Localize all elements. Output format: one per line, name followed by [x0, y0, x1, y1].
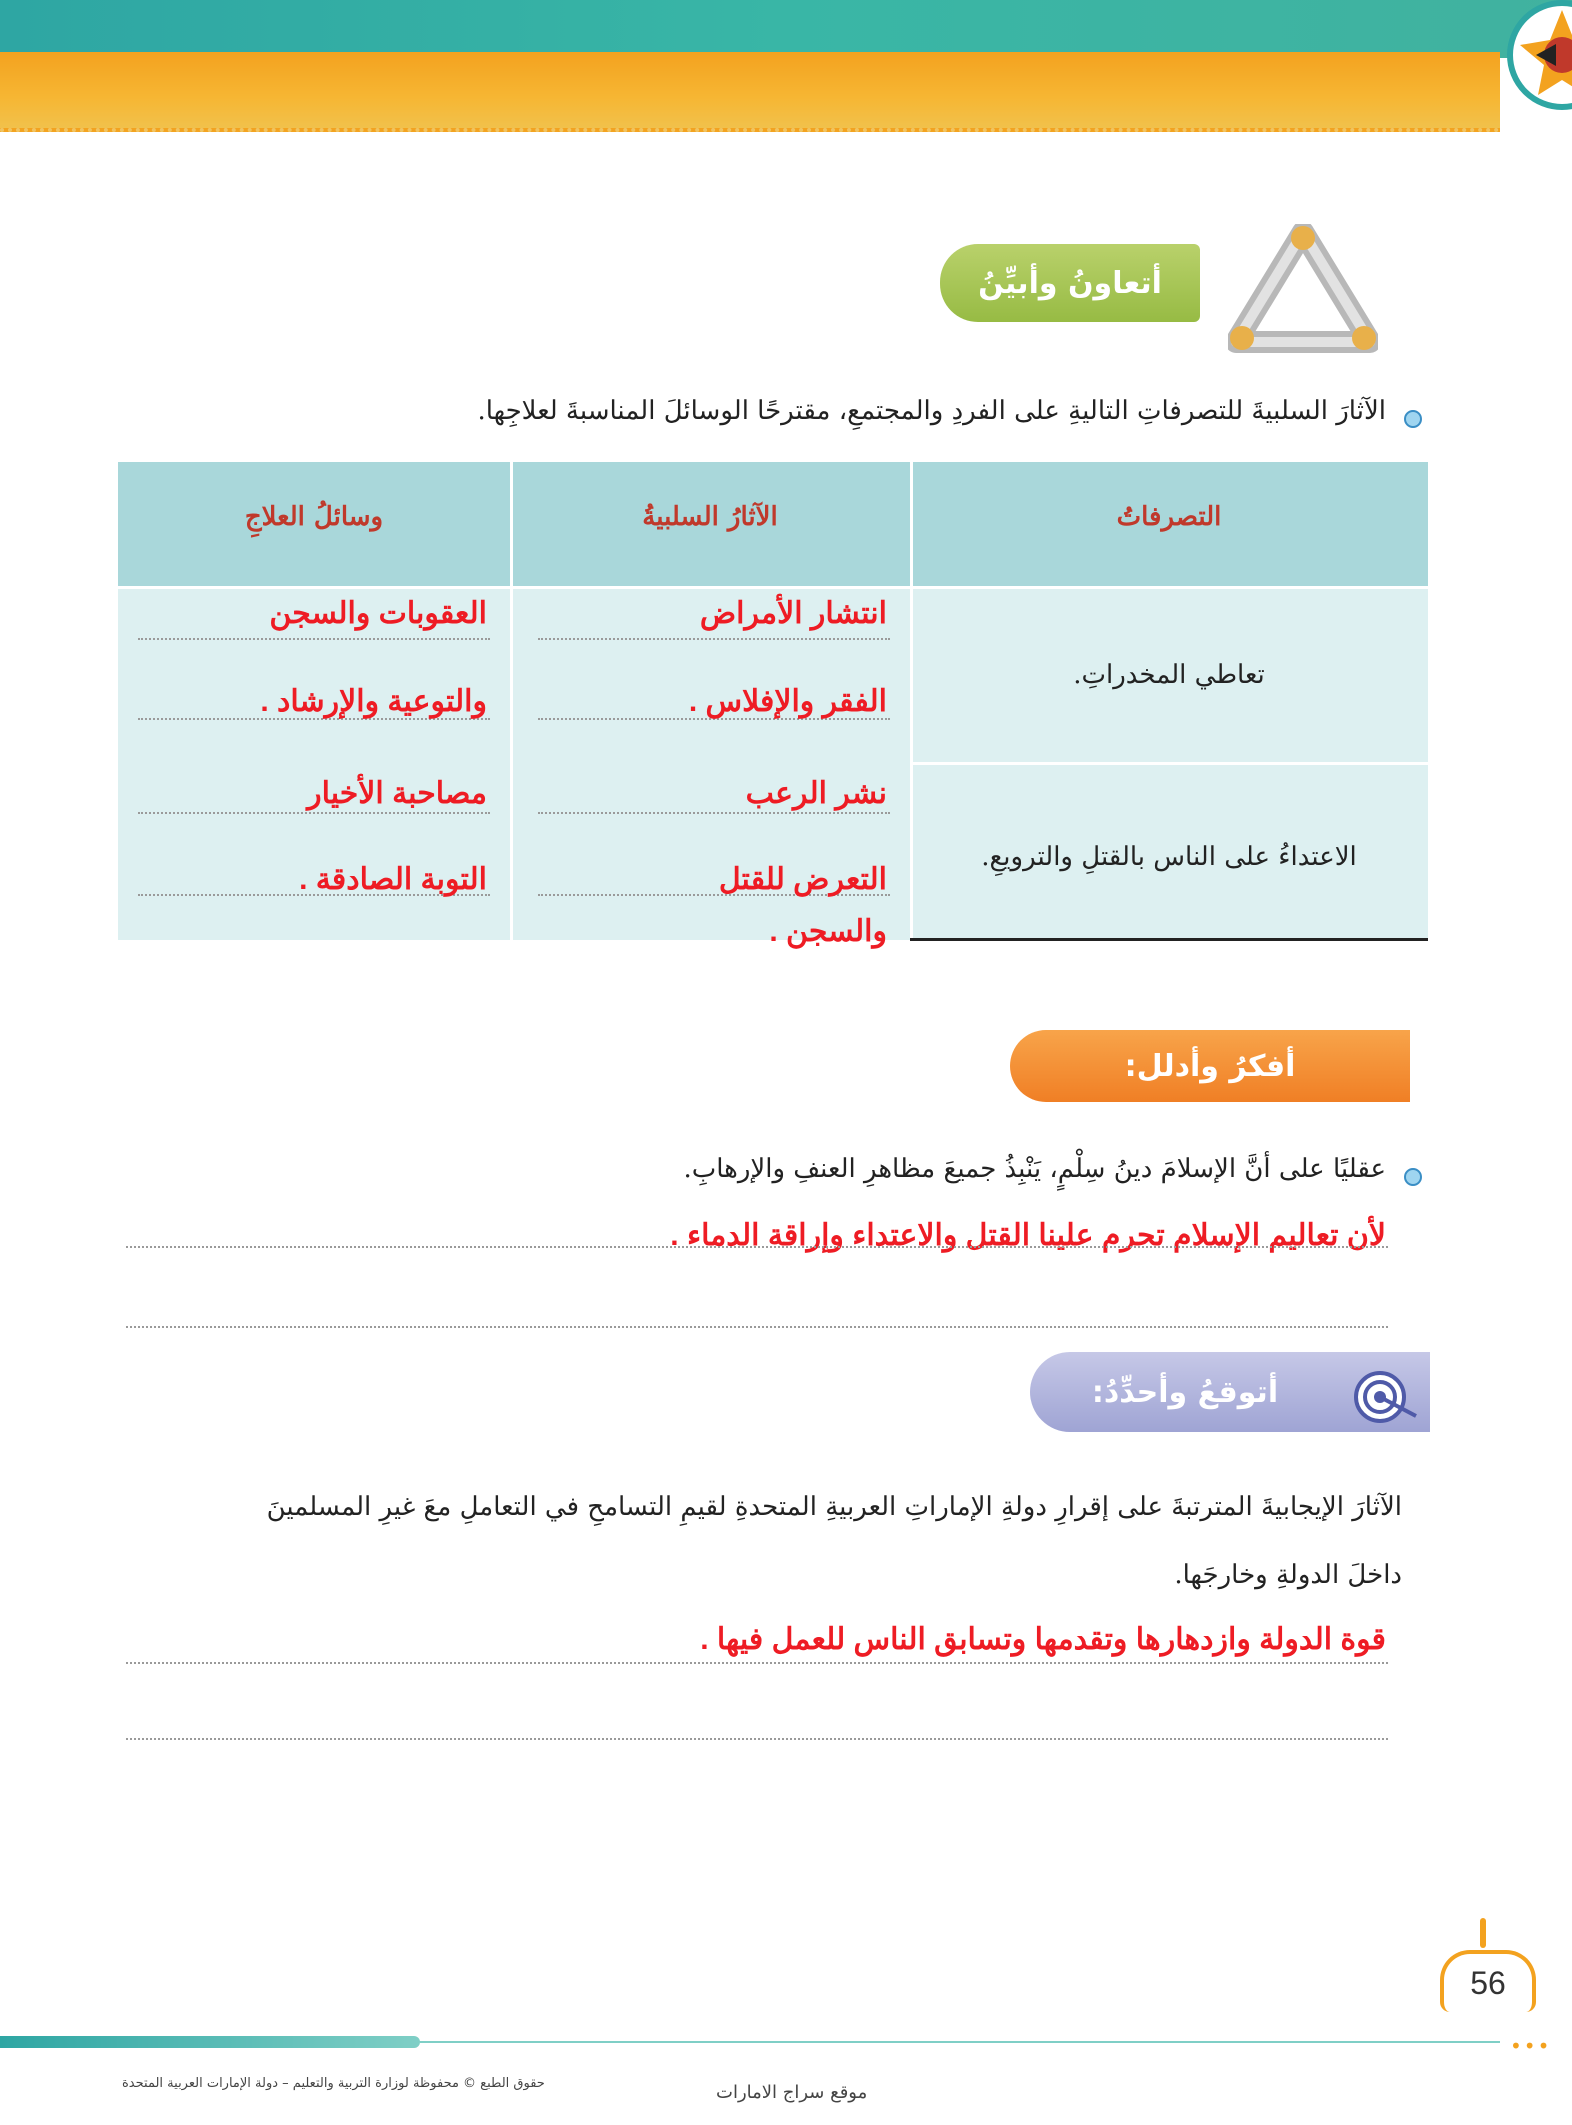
section3-prompt-line1: الآثارَ الإيجابيةَ المترتبةَ على إقرارِ دولةِ الإماراتِ العربيةِ المتحدةِ لقيمِ التسامحِ في التعاملِ معَ غيرِ المسلمينَ: [266, 1492, 1402, 1522]
answer-effect-3: نشر الرعب: [745, 777, 887, 810]
footer-site-name: موقع سراج الامارات: [716, 2082, 868, 2103]
section-cooperate-header: [940, 244, 1200, 322]
section2-answer: لأن تعاليم الإسلام تحرم علينا القتل والاعتداء وإراقة الدماء .: [670, 1219, 1386, 1252]
section-predict-title: أتوقعُ وأحدِّدُ:: [1091, 1374, 1279, 1410]
behavior-assault: الاعتداءُ على الناس بالقتلِ والترويعِ.: [981, 842, 1357, 872]
answer-line: [126, 1326, 1388, 1328]
header-remedies: وسائلُ العلاجِ: [244, 502, 384, 532]
section-think-title: أفكرُ وأدلل:: [1124, 1048, 1296, 1084]
cooperation-hands-icon: [1228, 224, 1378, 354]
top-banner-orange: [0, 52, 1500, 132]
footer-line: [420, 2041, 1500, 2043]
header-effects: الآثارُ السلبيةُ: [642, 502, 778, 532]
answer-remedy-4: التوبة الصادقة .: [299, 863, 487, 896]
section-cooperate-title: أتعاونُ وأبيِّنُ: [978, 265, 1162, 301]
answer-line: [138, 812, 490, 814]
top-banner-teal: [0, 0, 1572, 58]
section3-prompt-line2: داخلَ الدولةِ وخارجَها.: [1174, 1560, 1402, 1590]
row-divider: [910, 762, 1428, 765]
answer-effect-2: الفقر والإفلاس .: [688, 685, 887, 718]
footer-dots-icon: •••: [1510, 2034, 1552, 2058]
header-behaviors: التصرفاتُ: [1116, 502, 1222, 532]
answer-effect-4: التعرض للقتل: [718, 863, 887, 896]
star-ornament-icon: [1482, 0, 1572, 130]
answer-line: [538, 812, 890, 814]
behavior-drugs: تعاطي المخدراتِ.: [1073, 660, 1265, 690]
column-divider: [510, 462, 513, 940]
answer-remedy-3: مصاحبة الأخيار: [307, 777, 487, 810]
answer-line: [538, 638, 890, 640]
answer-effect-5: والسجن .: [769, 915, 887, 948]
answer-effect-1: انتشار الأمراض: [699, 597, 887, 630]
answer-remedy-1: العقوبات والسجن: [269, 597, 487, 630]
row-divider: [118, 586, 1428, 589]
footer-copyright: حقوق الطبع © محفوظة لوزارة التربية والتعليم – دولة الإمارات العربية المتحدة: [122, 2076, 545, 2091]
footer-bar: [0, 2036, 420, 2048]
page-number-stem: [1480, 1918, 1486, 1948]
answer-line: [126, 1246, 1388, 1248]
section1-prompt: الآثارَ السلبيةَ للتصرفاتِ التاليةِ على الفردِ والمجتمعِ، مقترحًا الوسائلَ المناسبةَ لعلاجِها.: [477, 396, 1386, 426]
bullet-icon: [1404, 410, 1422, 428]
bullet-icon: [1404, 1168, 1422, 1186]
page-number: 56: [1440, 1950, 1536, 2012]
answer-line: [126, 1662, 1388, 1664]
target-icon: [1350, 1370, 1422, 1424]
section3-answer: قوة الدولة وازدهارها وتقدمها وتسابق الناس للعمل فيها .: [700, 1623, 1386, 1656]
section-think-header: [1010, 1030, 1410, 1102]
section2-prompt: عقليًا على أنَّ الإسلامَ دينُ سِلْمٍ، يَنْبِذُ جميعَ مظاهرِ العنفِ والإرهابِ.: [683, 1154, 1386, 1184]
answer-remedy-2: والتوعية والإرشاد .: [260, 685, 487, 718]
answer-line: [138, 638, 490, 640]
answer-line: [126, 1738, 1388, 1740]
table-bottom-rule: [910, 938, 1428, 941]
